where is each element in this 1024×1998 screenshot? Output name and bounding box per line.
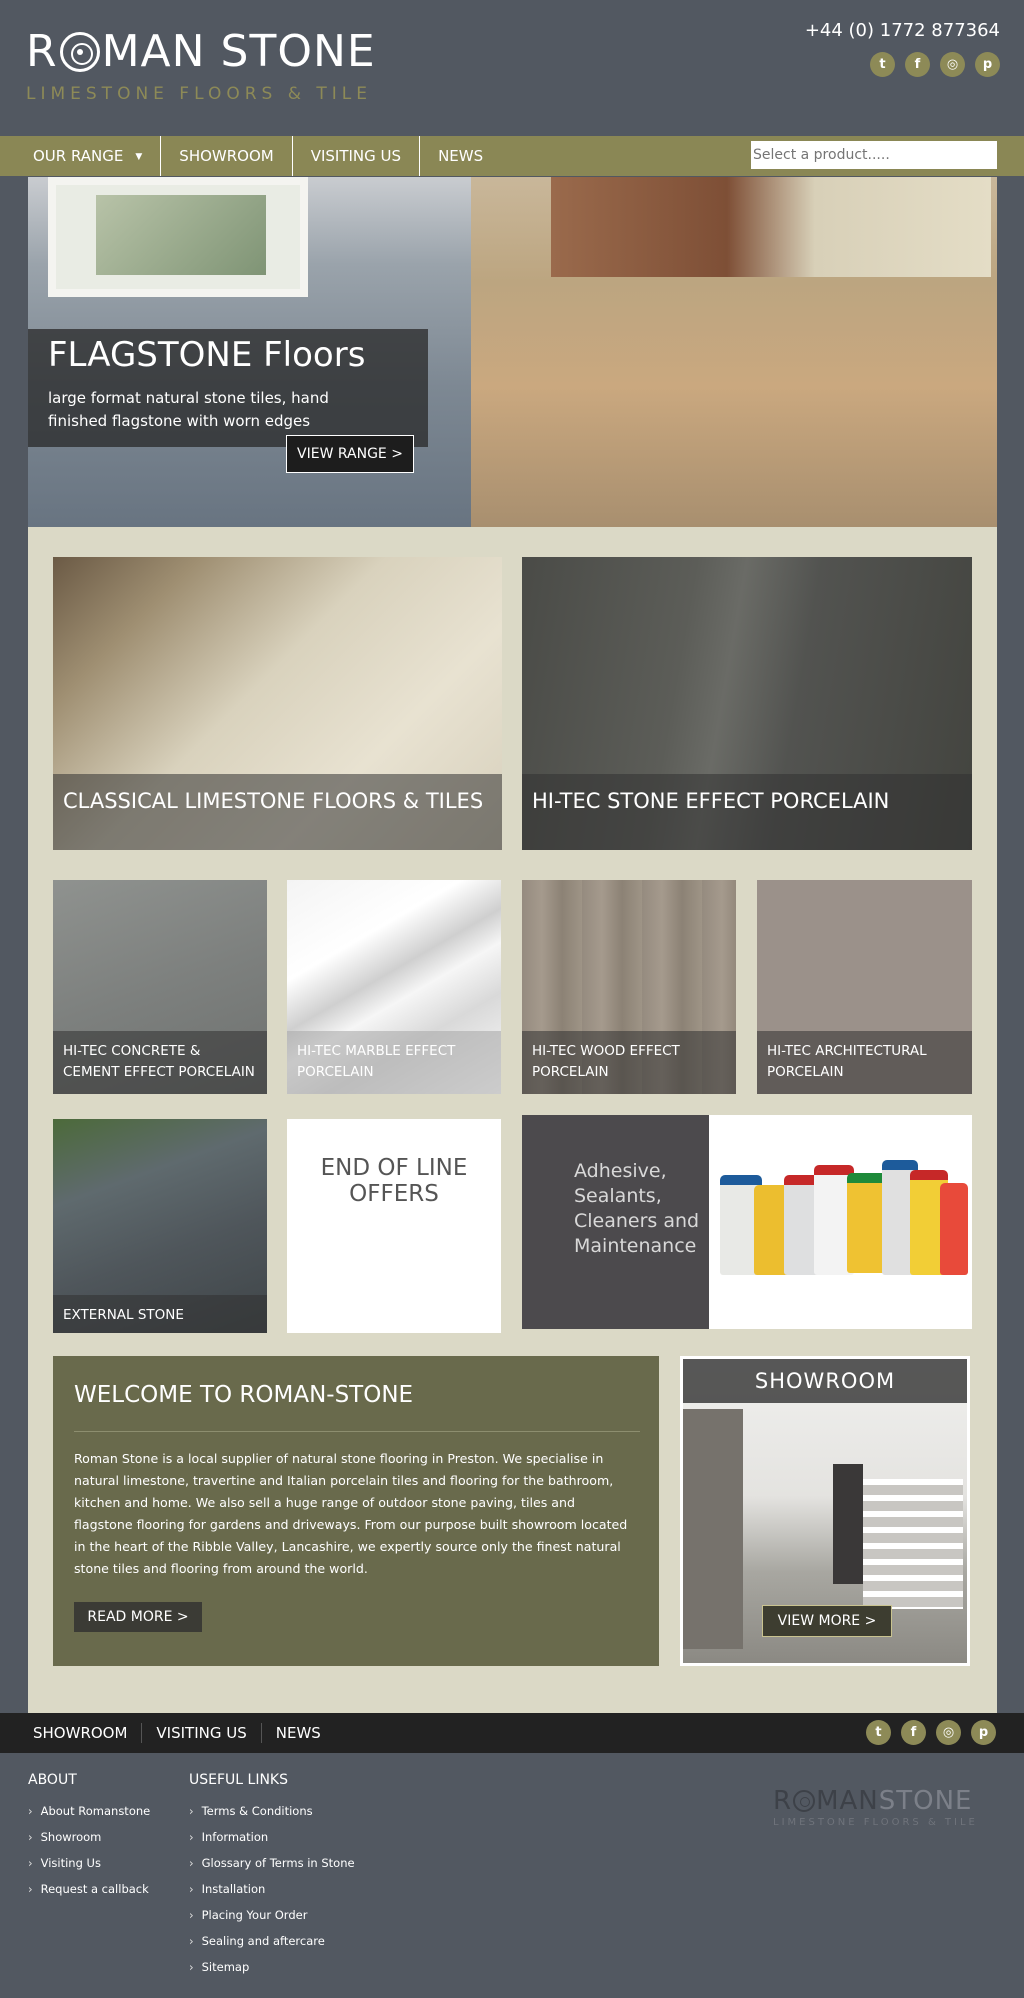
product-search-input[interactable] — [751, 141, 997, 169]
tile-caption: HI-TEC MARBLE EFFECT PORCELAIN — [287, 1031, 501, 1094]
tile-hitec-architectural[interactable] — [757, 880, 972, 1094]
tile-caption: CLASSICAL LIMESTONE FLOORS & TILES — [53, 774, 502, 850]
twitter-icon[interactable]: t — [866, 1720, 891, 1745]
showroom-image — [683, 1359, 967, 1663]
adhesive-sealants-tile[interactable] — [522, 1115, 972, 1329]
footer-link-glossary[interactable]: › Glossary of Terms in Stone — [189, 1850, 355, 1876]
footer-useful-title: USEFUL LINKS — [189, 1772, 288, 1788]
showroom-panel[interactable] — [680, 1356, 970, 1666]
caret-down-icon: ▼ — [135, 151, 143, 162]
footer-link-information[interactable]: › Information — [189, 1824, 355, 1850]
footer-link-about-romanstone[interactable]: › About Romanstone — [28, 1798, 150, 1824]
hero-text: large format natural stone tiles, hand finished flagstone with worn edges — [48, 389, 329, 430]
tile-hitec-marble[interactable] — [287, 880, 501, 1094]
showroom-title: SHOWROOM — [683, 1359, 967, 1403]
twitter-icon[interactable]: t — [870, 52, 895, 77]
instagram-icon[interactable]: ◎ — [940, 52, 965, 77]
hero-banner — [28, 177, 997, 527]
footer-link-installation[interactable]: › Installation — [189, 1876, 355, 1902]
facebook-icon[interactable]: f — [901, 1720, 926, 1745]
main-content — [28, 177, 997, 1713]
tile-classical-limestone[interactable] — [53, 557, 502, 850]
footer-link-terms[interactable]: › Terms & Conditions — [189, 1798, 355, 1824]
footer-link-showroom[interactable]: › Showroom — [28, 1824, 150, 1850]
view-more-button[interactable]: VIEW MORE > — [762, 1605, 892, 1637]
showroom-rack — [863, 1479, 963, 1609]
nav-visiting-us[interactable]: VISITING US — [293, 136, 420, 176]
end-of-line-label: END OF LINE OFFERS — [320, 1155, 468, 1207]
nav-our-range-label: OUR RANGE — [33, 147, 124, 165]
footer-nav-news[interactable]: NEWS — [275, 1724, 321, 1742]
footer-social-links — [866, 1720, 996, 1745]
welcome-panel — [53, 1356, 659, 1666]
pinterest-icon[interactable]: p — [975, 52, 1000, 77]
header-social-links — [870, 52, 1000, 77]
tile-caption: HI-TEC ARCHITECTURAL PORCELAIN — [757, 1031, 972, 1094]
showroom-display-panel — [683, 1409, 743, 1649]
logo-tagline: LIMESTONE FLOORS & TILE — [26, 84, 372, 104]
logo-letter-r: R — [26, 26, 58, 77]
adhesive-panel — [522, 1115, 709, 1329]
welcome-divider — [74, 1431, 640, 1432]
logo-o-emblem-icon — [60, 32, 100, 72]
tile-external-stone[interactable] — [53, 1119, 267, 1333]
tile-hitec-wood[interactable] — [522, 880, 736, 1094]
footer-about — [28, 1772, 150, 1902]
tile-caption: HI-TEC STONE EFFECT PORCELAIN — [522, 774, 972, 850]
welcome-text: Roman Stone is a local supplier of natural stone flooring in Preston. We specialise in natural limestone, travertine and Italian porcelain tiles and flooring for the bathroom, kitchen and home. We also sell a huge range of outdoor stone paving, tiles and flagstone flooring for gardens and driveways. From our purpose built showroom located in the heart of the Ribble Valley, Lancashire, we expertly source only the finest natural stone tiles and flooring from around the world. — [74, 1451, 628, 1576]
tile-caption: EXTERNAL STONE — [53, 1295, 267, 1333]
nav-our-range[interactable] — [0, 136, 161, 176]
footer-nav-visiting-us[interactable]: VISITING US — [142, 1723, 261, 1743]
showroom-stand — [833, 1464, 863, 1584]
read-more-button[interactable]: READ MORE > — [74, 1602, 202, 1632]
nav-showroom[interactable]: SHOWROOM — [161, 136, 292, 176]
facebook-icon[interactable]: f — [905, 52, 930, 77]
footer-link-placing-order[interactable]: › Placing Your Order — [189, 1902, 355, 1928]
hero-title: FLAGSTONE Floors — [48, 335, 366, 375]
footer-link-visiting-us[interactable]: › Visiting Us — [28, 1850, 150, 1876]
footer-about-title: ABOUT — [28, 1772, 77, 1788]
site-header — [0, 0, 1024, 136]
footer-logo[interactable] — [773, 1786, 997, 1826]
footer-logo-tagline: LIMESTONE FLOORS & TILE — [773, 1817, 978, 1828]
tile-caption: HI-TEC CONCRETE & CEMENT EFFECT PORCELAIN — [53, 1031, 267, 1094]
end-of-line-offers-tile[interactable] — [287, 1119, 501, 1333]
pinterest-icon[interactable]: p — [971, 1720, 996, 1745]
tile-hitec-stone[interactable] — [522, 557, 972, 850]
footer-logo-emblem-icon — [793, 1790, 815, 1812]
footer-link-sealing[interactable]: › Sealing and aftercare — [189, 1928, 355, 1954]
site-logo[interactable] — [26, 26, 416, 110]
footer-nav-showroom[interactable]: SHOWROOM — [0, 1723, 142, 1743]
footer-logo-light-text: STONE — [878, 1786, 973, 1816]
logo-wordmark — [26, 26, 376, 77]
logo-letters-rest: MAN STONE — [101, 26, 376, 77]
instagram-icon[interactable]: ◎ — [936, 1720, 961, 1745]
hero-image-flagstone-floor — [471, 177, 997, 527]
product-bottle-image — [847, 1173, 887, 1273]
footer-logo-letter-r: R — [773, 1786, 793, 1816]
phone-number[interactable]: +44 (0) 1772 877364 — [804, 20, 1000, 41]
hero-door-image — [48, 177, 308, 297]
footer-link-request-callback[interactable]: › Request a callback — [28, 1876, 150, 1902]
tile-caption: HI-TEC WOOD EFFECT PORCELAIN — [522, 1031, 736, 1094]
product-bottle-image — [940, 1183, 968, 1275]
main-nav — [0, 136, 1024, 176]
hero-caption — [28, 329, 428, 447]
footer-logo-wordmark — [773, 1786, 997, 1816]
footer-link-sitemap[interactable]: › Sitemap — [189, 1954, 355, 1980]
view-range-button[interactable]: VIEW RANGE > — [286, 435, 414, 473]
welcome-title: WELCOME TO ROMAN-STONE — [74, 1382, 414, 1408]
footer-useful-links — [189, 1772, 355, 1980]
adhesive-label: Adhesive, Sealants, Cleaners and Maintenance — [574, 1160, 700, 1257]
footer-logo-dark-text: MAN — [816, 1786, 879, 1816]
hero-kitchen-image — [551, 177, 991, 277]
nav-news[interactable]: NEWS — [438, 147, 484, 165]
tile-hitec-concrete[interactable] — [53, 880, 267, 1094]
